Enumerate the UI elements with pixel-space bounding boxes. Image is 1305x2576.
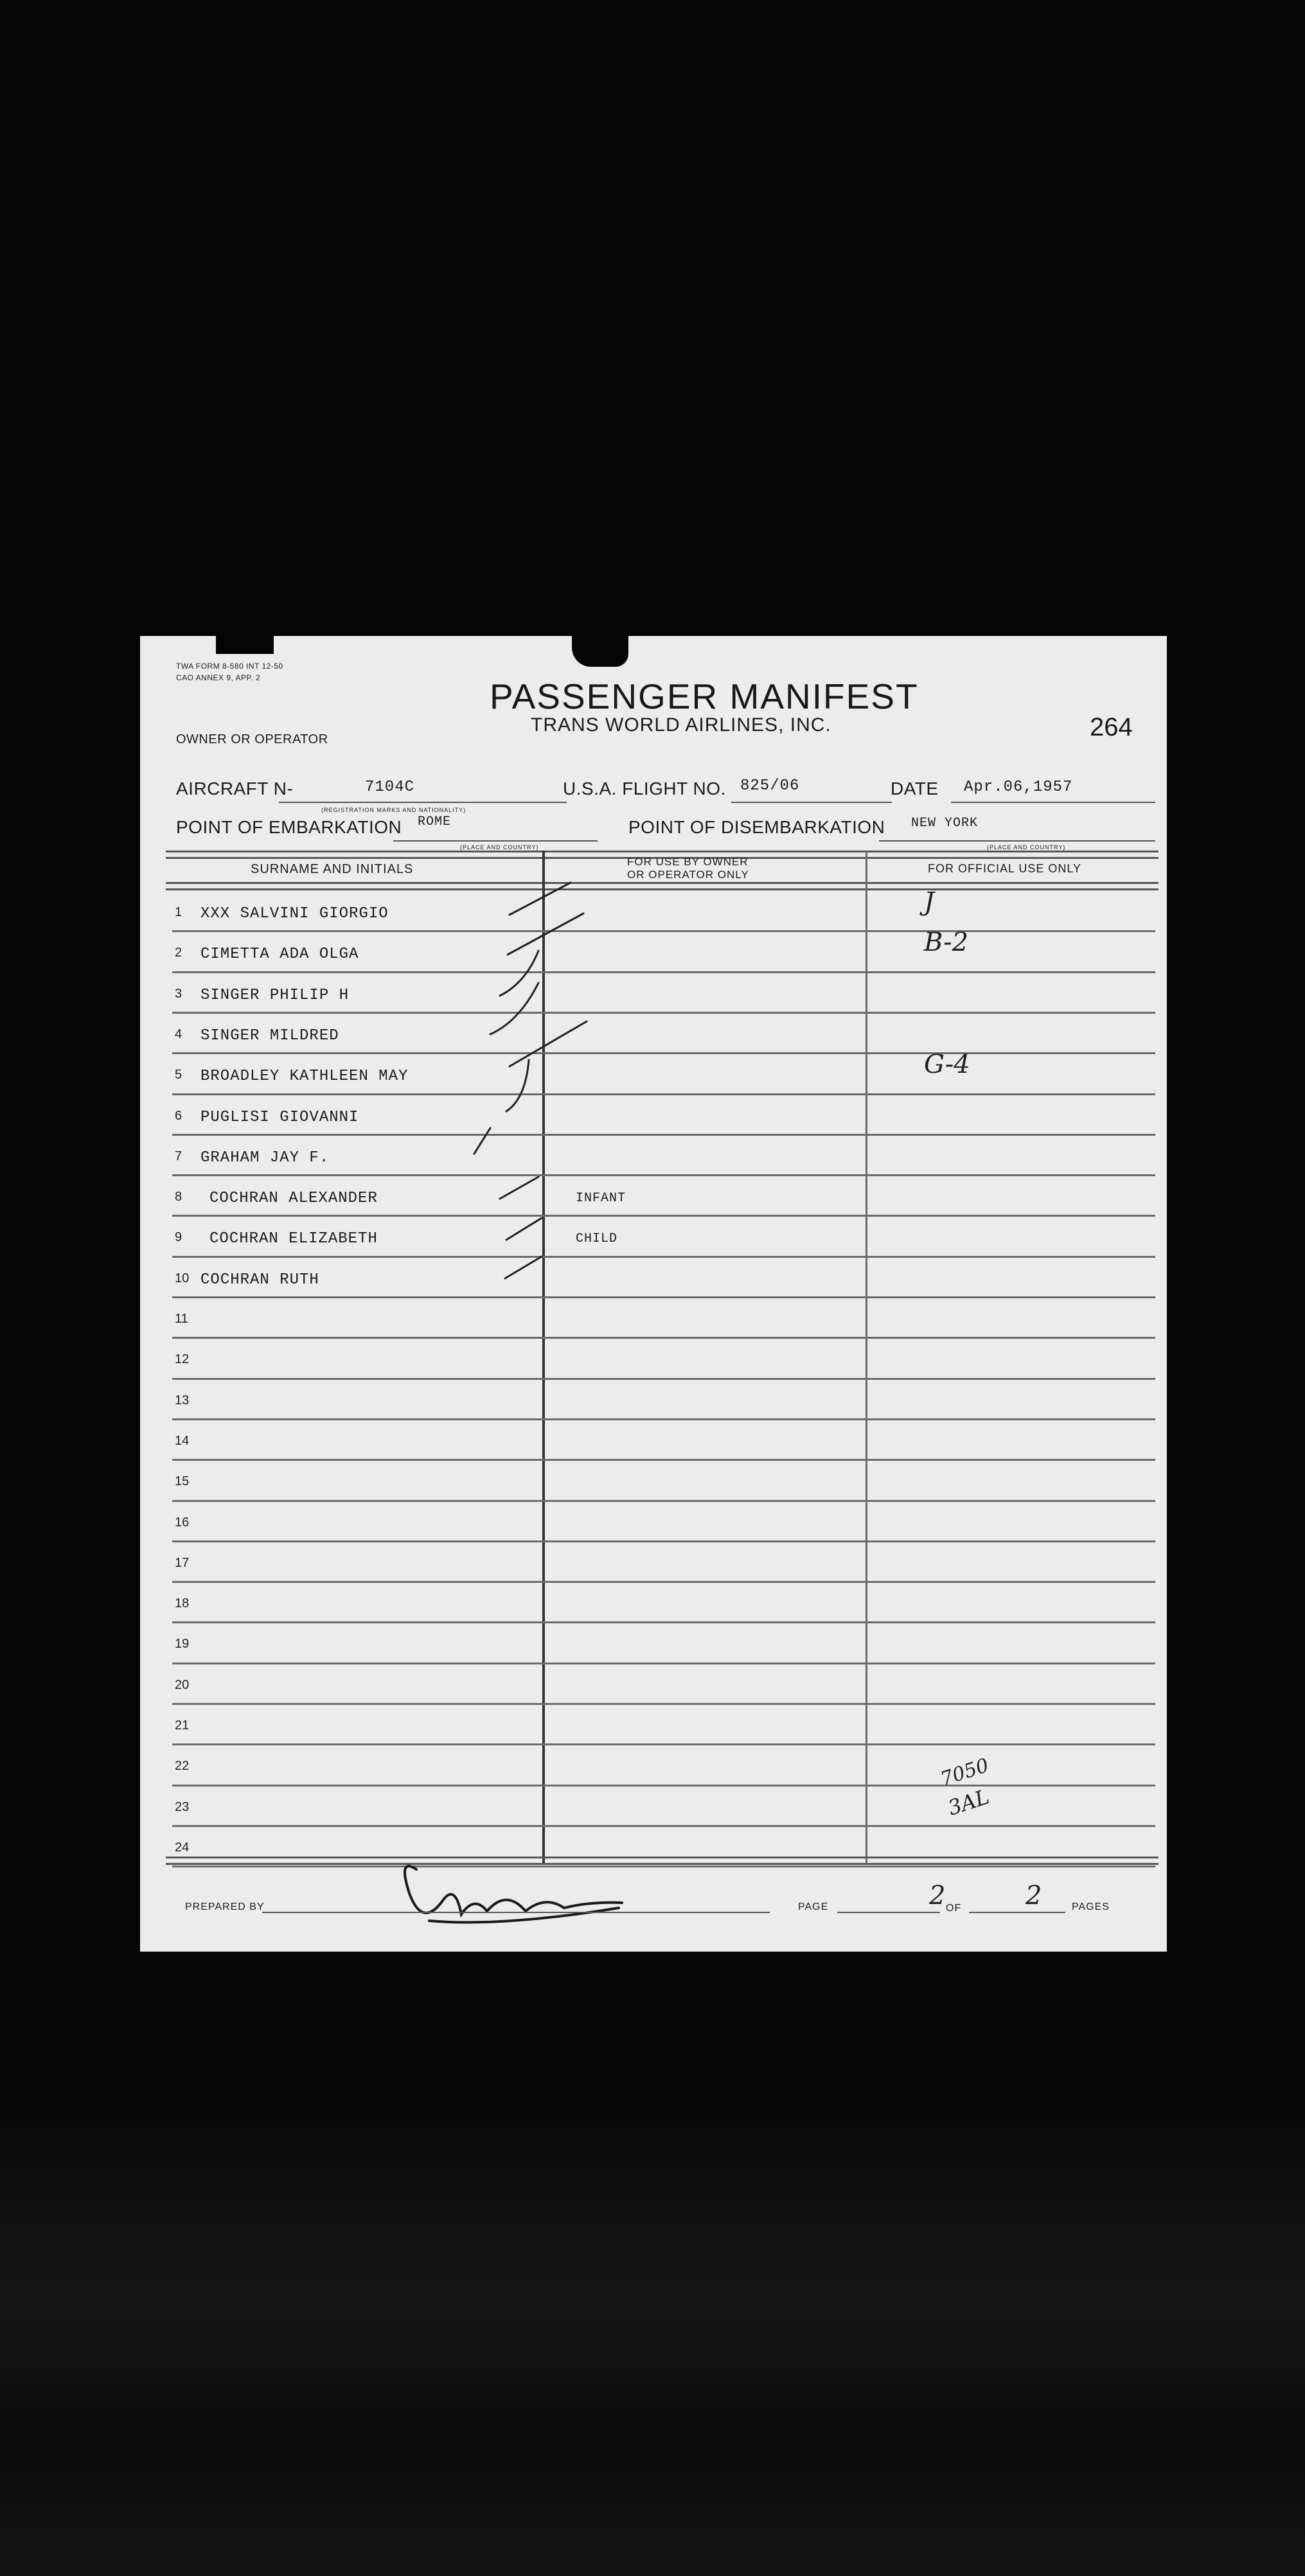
check-mark <box>508 913 583 955</box>
owner-use-note: CHILD <box>576 1231 618 1247</box>
row-rule <box>172 1540 1155 1542</box>
row-rule <box>172 1174 1155 1176</box>
passenger-name: PUGLISI GIOVANNI <box>200 1108 359 1126</box>
official-use-mark: G-4 <box>924 1050 970 1080</box>
disembarkation-caption: (PLACE AND COUNTRY) <box>987 844 1066 851</box>
row-rule <box>172 1012 1155 1014</box>
page-stamp-number: 264 <box>1090 713 1133 741</box>
row-number: 19 <box>175 1637 190 1652</box>
passenger-name: XXX SALVINI GIORGIO <box>200 905 389 922</box>
row-number: 8 <box>175 1190 182 1204</box>
check-mark <box>506 1218 542 1240</box>
prepared-by-underline <box>262 1912 770 1913</box>
passenger-name: COCHRAN ALEXANDER <box>209 1190 378 1208</box>
row-number: 7 <box>175 1149 182 1163</box>
check-mark <box>474 1128 490 1154</box>
sheet-tear-center <box>572 636 628 667</box>
passenger-name: CIMETTA ADA OLGA <box>200 946 359 964</box>
film-background-strip <box>0 2120 1305 2576</box>
row-number: 22 <box>175 1759 190 1774</box>
row-rule <box>172 1825 1155 1827</box>
flight-number-value: 825/06 <box>740 777 800 795</box>
check-mark <box>506 1060 529 1111</box>
aircraft-underline <box>279 802 567 803</box>
row-rule <box>172 1459 1155 1461</box>
row-number: 10 <box>175 1271 190 1285</box>
disembarkation-label: POINT OF DISEMBARKATION <box>628 817 885 837</box>
header-bottom-rule <box>166 882 1159 890</box>
date-underline <box>951 802 1155 803</box>
row-rule <box>172 1866 1155 1867</box>
row-rule <box>172 1256 1155 1258</box>
annotation-line2: 3AL <box>945 1784 993 1821</box>
pages-label: PAGES <box>1072 1901 1110 1912</box>
owner-operator-label: OWNER OR OPERATOR <box>176 732 328 746</box>
column-divider-2 <box>866 851 867 1864</box>
embarkation-value: ROME <box>418 815 452 829</box>
passenger-name: BROADLEY KATHLEEN MAY <box>200 1068 409 1086</box>
row-number: 6 <box>175 1108 182 1123</box>
passenger-name: SINGER PHILIP H <box>200 986 350 1004</box>
aircraft-value: 7104C <box>365 779 415 796</box>
passenger-name: COCHRAN RUTH <box>200 1271 319 1289</box>
row-rule <box>172 1378 1155 1380</box>
page-underline <box>837 1912 940 1913</box>
preparer-signature <box>405 1866 622 1923</box>
column-divider-1 <box>542 851 545 1864</box>
row-rule <box>172 1418 1155 1420</box>
flight-number-label: U.S.A. FLIGHT NO. <box>563 779 726 798</box>
passenger-name: SINGER MILDRED <box>200 1027 339 1045</box>
row-rule <box>172 1337 1155 1339</box>
row-number: 20 <box>175 1677 190 1692</box>
passenger-name: COCHRAN ELIZABETH <box>209 1230 378 1248</box>
embarkation-label: POINT OF EMBARKATION <box>176 817 402 837</box>
row-rule <box>172 1581 1155 1583</box>
check-mark <box>500 951 538 996</box>
row-number: 1 <box>175 905 182 919</box>
column-header-surname: SURNAME AND INITIALS <box>251 862 414 876</box>
embarkation-underline <box>393 840 598 842</box>
row-number: 4 <box>175 1027 182 1041</box>
check-mark <box>490 983 538 1034</box>
sheet-tear-left <box>216 636 274 654</box>
annotation-line1: 7050 <box>937 1754 992 1791</box>
row-rule <box>172 1052 1155 1054</box>
of-label: OF <box>946 1903 962 1914</box>
official-use-mark: J <box>924 887 935 917</box>
of-value: 2 <box>1025 1881 1042 1910</box>
owner-use-note: INFANT <box>576 1191 626 1206</box>
check-mark <box>500 1177 538 1199</box>
row-number: 9 <box>175 1230 182 1245</box>
row-rule <box>172 1215 1155 1217</box>
row-rule <box>172 1134 1155 1136</box>
aircraft-label: AIRCRAFT N- <box>176 779 294 798</box>
form-code-line1: TWA FORM 8-580 INT 12-50 <box>176 662 283 671</box>
page-title: PASSENGER MANIFEST <box>490 676 919 716</box>
row-rule <box>172 971 1155 973</box>
row-number: 3 <box>175 986 182 1001</box>
row-rule <box>172 1500 1155 1502</box>
row-rule <box>172 1621 1155 1623</box>
embarkation-caption: (PLACE AND COUNTRY) <box>460 844 539 851</box>
column-header-owner-use-1: FOR USE BY OWNER <box>627 856 749 868</box>
page-value: 2 <box>929 1881 946 1910</box>
row-number: 17 <box>175 1555 190 1570</box>
row-number: 21 <box>175 1718 190 1733</box>
row-number: 13 <box>175 1393 190 1407</box>
column-header-official-use: FOR OFFICIAL USE ONLY <box>928 862 1082 875</box>
row-number: 2 <box>175 946 182 960</box>
passenger-name: GRAHAM JAY F. <box>200 1149 330 1167</box>
row-number: 16 <box>175 1515 190 1530</box>
row-rule <box>172 1785 1155 1786</box>
page-label: PAGE <box>798 1901 829 1912</box>
row-rule <box>172 1093 1155 1095</box>
check-mark <box>505 1257 542 1278</box>
form-code-line2: CAO ANNEX 9, APP. 2 <box>176 673 261 682</box>
row-rule <box>172 1663 1155 1664</box>
row-rule <box>172 1703 1155 1705</box>
of-underline <box>969 1912 1065 1913</box>
disembarkation-underline <box>879 840 1155 842</box>
date-value: Apr.06,1957 <box>964 779 1073 796</box>
row-number: 12 <box>175 1352 190 1367</box>
column-header-owner-use-2: OR OPERATOR ONLY <box>627 869 749 881</box>
row-rule <box>172 1296 1155 1298</box>
check-mark <box>510 1021 587 1066</box>
row-number: 14 <box>175 1433 190 1448</box>
row-rule <box>172 1743 1155 1745</box>
airline-name: TRANS WORLD AIRLINES, INC. <box>531 714 831 736</box>
aircraft-caption: (REGISTRATION MARKS AND NATIONALITY) <box>321 807 466 813</box>
row-number: 11 <box>175 1312 188 1326</box>
row-rule <box>172 930 1155 932</box>
row-number: 15 <box>175 1474 190 1489</box>
row-number: 5 <box>175 1068 182 1082</box>
row-number: 18 <box>175 1596 190 1611</box>
row-number: 23 <box>175 1799 190 1814</box>
flight-underline <box>731 802 892 803</box>
passenger-manifest-sheet <box>140 636 1167 1952</box>
row-number: 24 <box>175 1840 190 1855</box>
official-use-mark: B-2 <box>924 928 969 958</box>
prepared-by-label: PREPARED BY <box>185 1901 265 1912</box>
disembarkation-value: NEW YORK <box>911 816 979 831</box>
date-label: DATE <box>891 779 939 798</box>
table-bottom-rule <box>166 1857 1159 1865</box>
